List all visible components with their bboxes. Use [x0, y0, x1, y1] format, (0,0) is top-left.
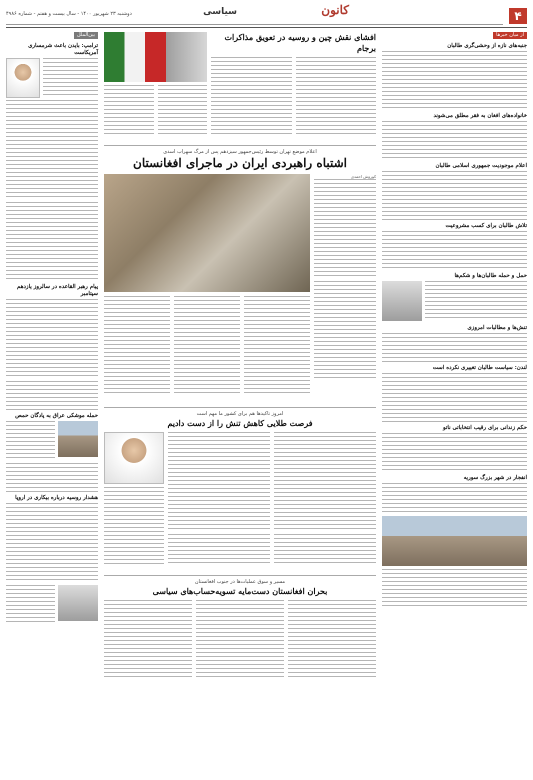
date-line: دوشنبه ۲۳ شهریور ۱۴۰۰ - سال بیست و هفتم - شماره ۴۹۸۶	[6, 11, 132, 17]
right-story6-title: تنش‌ها و مطالبات امروزی	[467, 325, 527, 331]
center-area	[104, 32, 376, 774]
main-text-col3	[104, 296, 170, 396]
lead-side-text2	[104, 85, 154, 135]
divider	[104, 145, 376, 146]
right-story8-title: حکم زندانی برای رقیب انتخاباتی ناتو	[443, 425, 527, 431]
masthead-rule	[6, 24, 503, 25]
main-photo-afghanistan	[104, 174, 310, 292]
left-story3-title: حمله موشکی عراق به پادگان حمص	[15, 413, 98, 419]
lead-text-col1	[296, 57, 376, 137]
right-story5-title: حمل و حمله طالبان‌ها و شکم‌ها	[454, 273, 527, 279]
right-story9-title: انفجار در شهر بزرگ سوریه	[463, 475, 527, 481]
right-story5-photo	[382, 281, 422, 321]
left-bottom-photo	[58, 585, 98, 621]
right-story1-text	[382, 51, 527, 111]
main-headline: اشتباه راهبردی ایران در ماجرای افغانستان	[133, 156, 347, 170]
right-story4-title: تلاش طالبان برای کسب مشروعیت	[445, 223, 527, 229]
newspaper-logo: کانون	[321, 3, 349, 17]
mid-author-portrait	[104, 432, 164, 484]
main-byline: کوروش احمدی	[350, 174, 376, 179]
mid-text-side	[104, 487, 164, 567]
mid-text-col1b	[274, 534, 376, 564]
mid-headline: فرصت طلایی کاهش تنش را از دست دادیم	[167, 418, 313, 428]
right-story5-text	[425, 281, 527, 321]
right-story2-text	[382, 121, 527, 161]
right-story7-title: لندن: سیاست طالبان تغییری نکرده است	[432, 365, 527, 371]
right-story1-title: جنبه‌های نازه از وحشی‌گری طالبان	[447, 43, 527, 49]
bottom-text-col1	[288, 600, 376, 680]
right-story3-text	[382, 171, 527, 221]
left-story2-title: پیام رهبر القاعده در سالروز یازدهم سپتامبر	[16, 284, 98, 297]
left-story1-body2	[6, 202, 98, 282]
left-story3-body	[6, 463, 98, 493]
right-story4-text	[382, 231, 527, 271]
main-text-right2	[314, 281, 376, 381]
masthead	[6, 3, 527, 28]
bottom-text-col3	[104, 600, 192, 680]
main-text-col2	[174, 296, 240, 396]
main-text-right1	[314, 179, 376, 279]
right-story3-title: اعلام موجودیت جمهوری اسلامی طالبان	[435, 163, 527, 169]
left-story2-text2	[6, 381, 98, 411]
left-story4-title: هشدار روسیه درباره بیکاری در اروپا	[15, 495, 98, 501]
right-story2-title: خانواده‌های افغان به فقر مطلق می‌شوند	[433, 113, 527, 119]
bottom-headline: بحران افغانستان دست‌مایه تسویه‌حساب‌های سیاسی	[152, 586, 328, 596]
right-story8-text	[382, 433, 527, 473]
lead-photo-flags	[104, 32, 207, 82]
right-bottom-text	[382, 569, 527, 609]
left-bottom-text	[6, 585, 55, 625]
right-story6-text	[382, 333, 527, 363]
left-story1-body	[6, 100, 98, 200]
right-column	[382, 32, 527, 774]
right-column-tag: از میان خبرها	[493, 32, 527, 39]
divider	[104, 575, 376, 576]
right-story7-text	[382, 373, 527, 423]
bottom-text-col2	[196, 600, 284, 680]
main-subhead: اعلام موضع تهران توسط رئیس‌جمهور سیزدهم پس از مرگ سهراب اسدی	[163, 149, 317, 155]
left-story4-text	[6, 503, 98, 583]
right-bottom-photo	[382, 516, 527, 566]
mid-text-col1	[274, 432, 376, 532]
divider	[104, 407, 376, 408]
mid-text-col2b	[168, 534, 270, 564]
main-text-col1	[244, 296, 310, 396]
left-column	[6, 32, 98, 774]
lead-text-col2	[211, 57, 291, 137]
lead-side-text1	[158, 85, 208, 135]
left-column-tag: بین‌الملل	[74, 32, 98, 39]
left-story2-text	[6, 299, 98, 379]
left-story1-portrait	[6, 58, 40, 98]
bottom-kicker: مسیر و سوق عملیات‌ها در جنوب افغانستان	[194, 579, 286, 585]
lead-title: افشای نقش چین و روسیه در تعویق مذاکرات برجام	[224, 32, 376, 53]
page-number: ۴	[509, 8, 527, 24]
left-story1-title: ترامپ: بایدن باعث شرمساری آمریکاست	[28, 43, 98, 56]
right-story9-text	[382, 483, 527, 513]
left-story3-text	[6, 421, 55, 461]
mid-kicker: امروز تاکیدها هم برای کشور ما مهم است	[196, 411, 284, 417]
left-story3-photo	[58, 421, 98, 457]
left-story1-text	[43, 58, 98, 98]
mid-text-col2	[168, 432, 270, 532]
section-label: سیاسی	[203, 7, 237, 17]
